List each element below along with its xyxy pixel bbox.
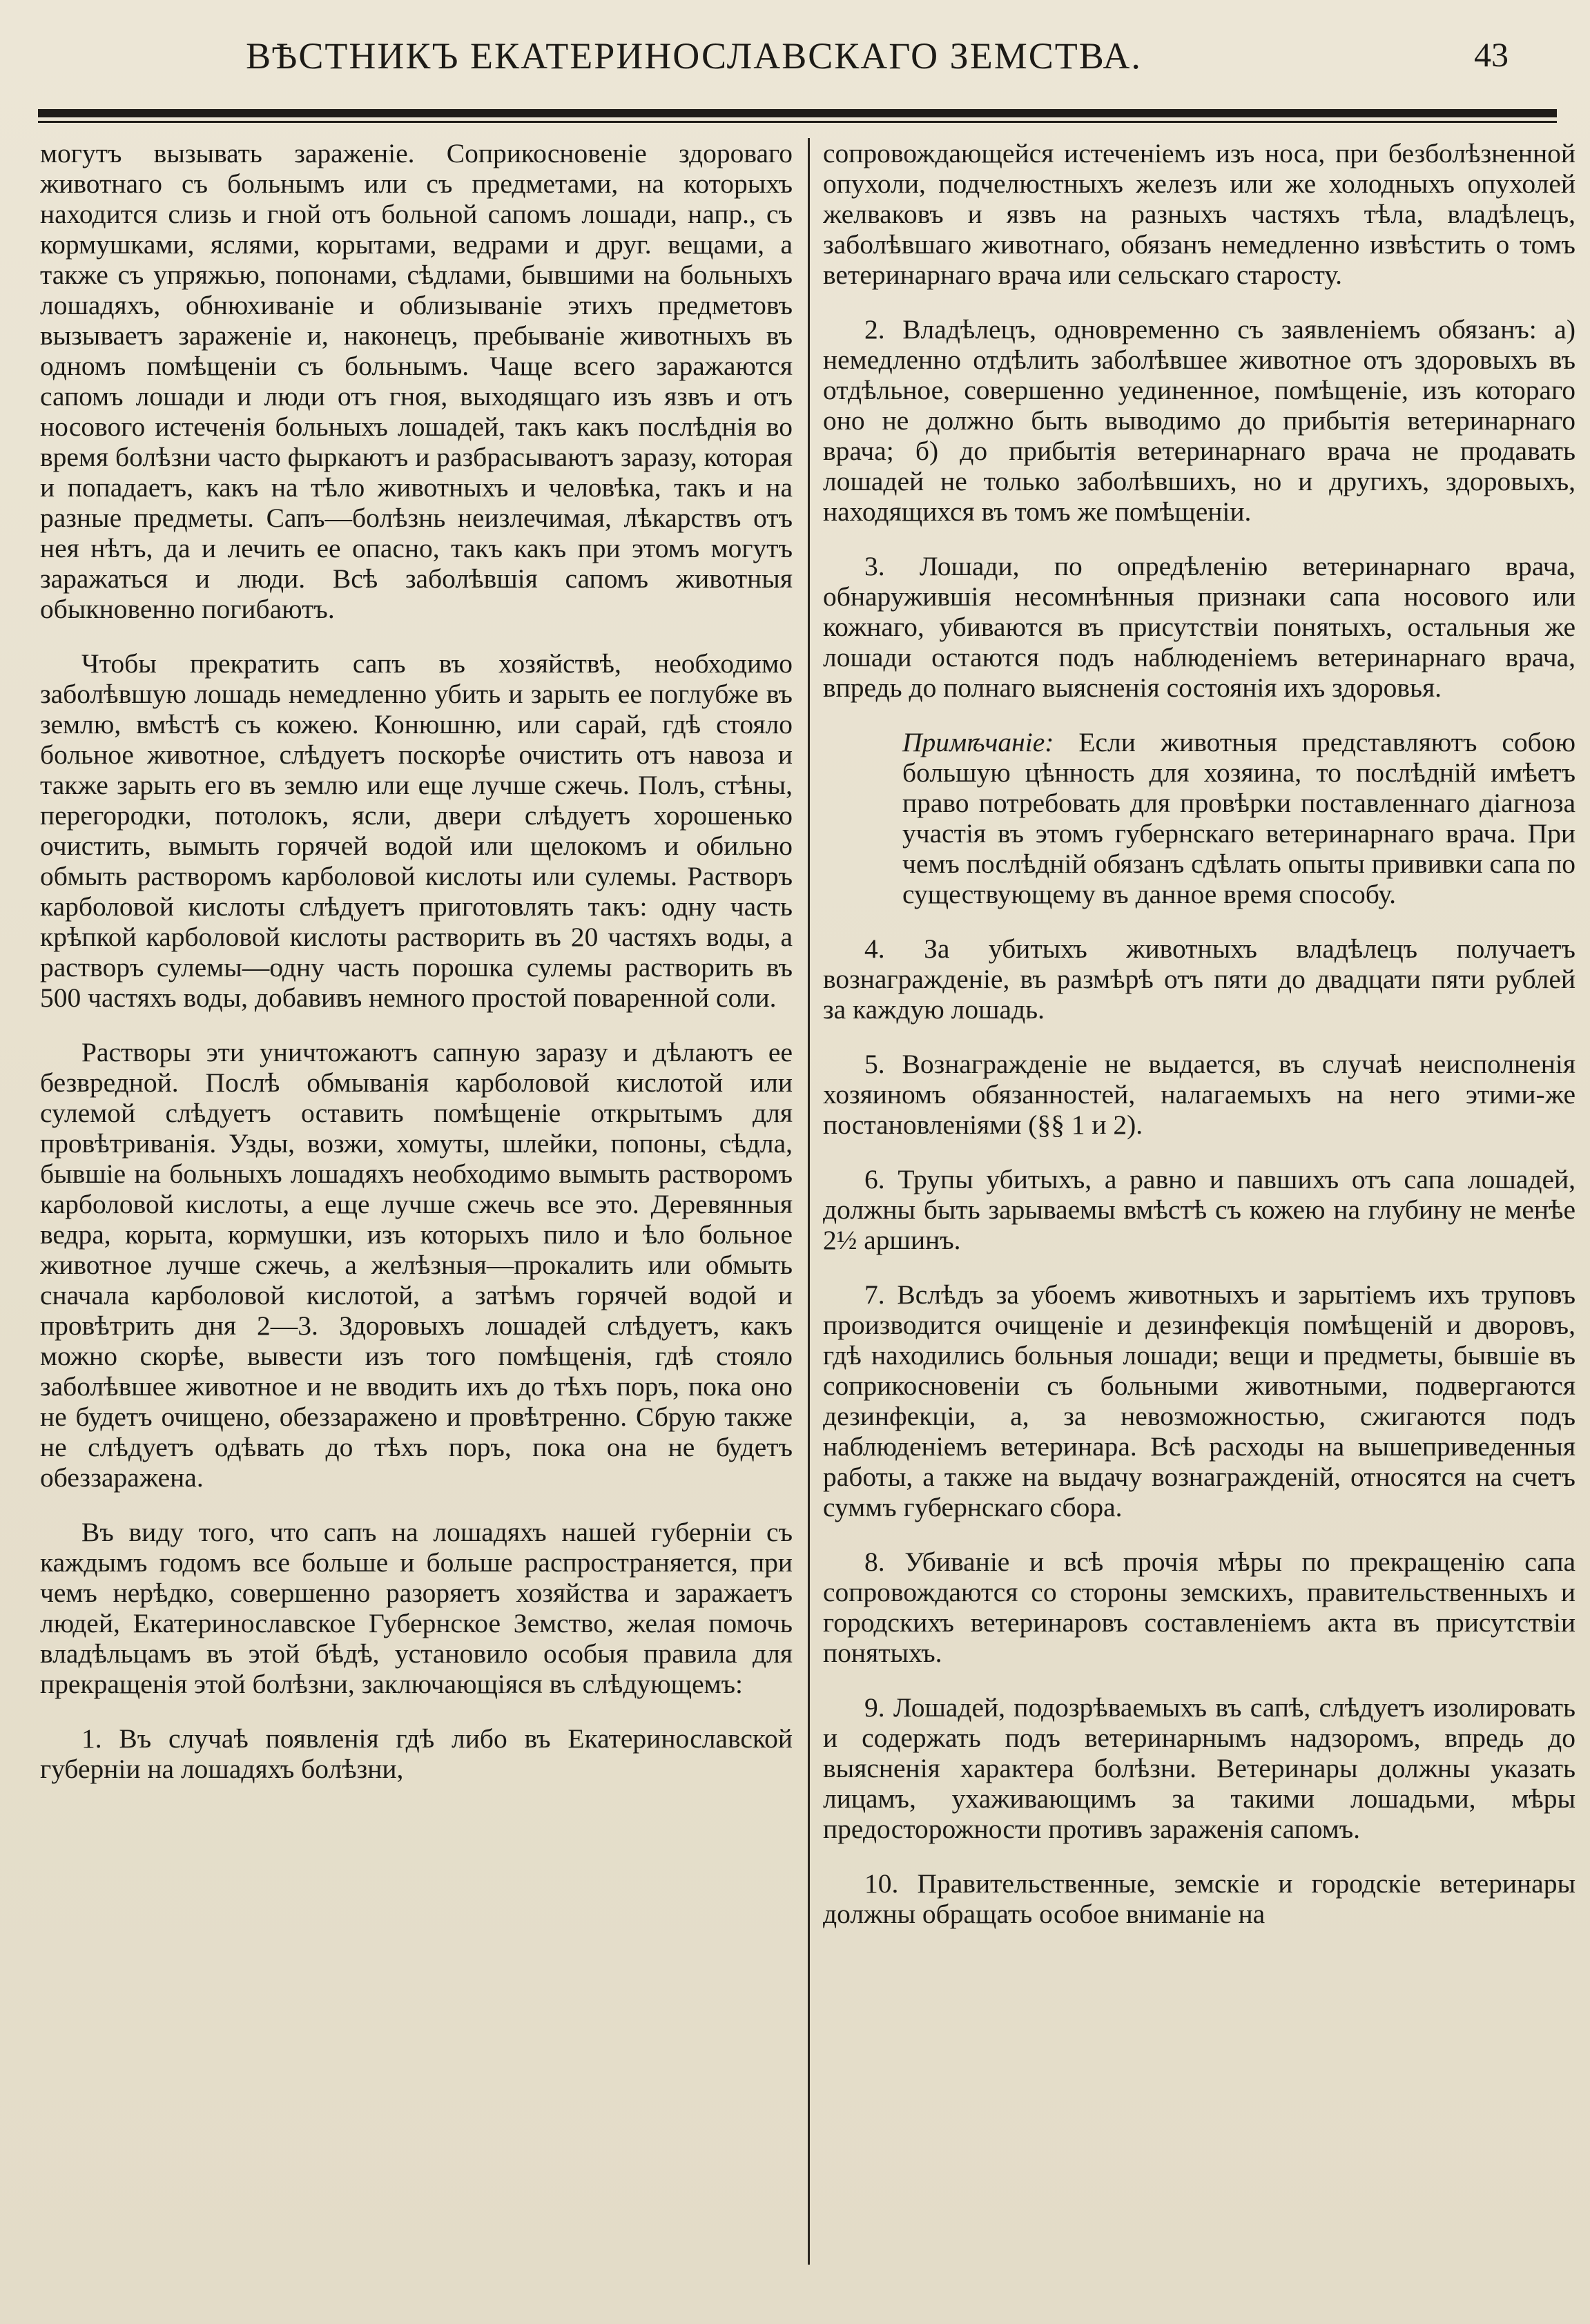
left-column <box>40 138 793 2306</box>
note-text: Если животныя представляютъ собою большую цѣнность для хозяина, то послѣдній имѣетъ право потребовать для провѣрки поставленнаго діагноза участія въ этомъ губернскаго ветеринарнаго врача. При чемъ послѣдній обязанъ сдѣлать опыты прививки сапа по существующему въ данное время способу. <box>902 727 1576 909</box>
paragraph: 7. Вслѣдъ за убоемъ животныхъ и зарытіемъ ихъ труповъ производится очищеніе и дезинфекція помѣщеній и дворовъ, гдѣ находились больныя лошади; вещи и предметы, бывшіе въ соприкосновеніи съ больными животными, подвергаются дезинфекціи, а, за невозможностью, сжигаются подъ наблюденіемъ ветеринара. Всѣ расходы на вышеприведенныя работы, а также на выдачу вознагражденій, относятся на счетъ суммъ губернскаго сбора. <box>823 1279 1576 1522</box>
paragraph: Растворы эти уничтожаютъ сапную заразу и дѣлаютъ ее безвредной. Послѣ обмыванія карболовой кислотой или сулемой слѣдуетъ оставить помѣщеніе открытымъ для провѣтриванія. Узды, возжи, хомуты, шлейки, попоны, сѣдла, бывшіе на больныхъ лошадяхъ необходимо вымыть растворомъ карболовой кислоты, а еще лучше сжечь все это. Деревянныя ведра, корыта, кормушки, изъ которыхъ пило и ѣло больное животное лучше сжечь, а желѣзныя—прокалить или обмыть сначала карболовой кислотой, а затѣмъ горячей водой и провѣтрить дня 2—3. Здоровыхъ лошадей слѣдуетъ, какъ можно скорѣе, вывести изъ того помѣщенія, гдѣ стояло заболѣвшее животное и не вводить ихъ до тѣхъ поръ, пока оно не будетъ очищено, обеззаражено и провѣтренно. Сбрую также не слѣдуетъ одѣвать до тѣхъ поръ, пока она не будетъ обеззаражена. <box>40 1037 793 1493</box>
paragraph: 6. Трупы убитыхъ, а равно и павшихъ отъ сапа лошадей, должны быть зарываемы вмѣстѣ съ кожею на глубину не менѣе 2½ аршинъ. <box>823 1164 1576 1255</box>
paragraph: Въ виду того, что сапъ на лошадяхъ нашей губерніи съ каждымъ годомъ все больше и больше распространяется, при чемъ нерѣдко, совершенно разоряетъ хозяйства и заражаетъ людей, Екатеринославское Губернское Земство, желая помочь владѣльцамъ въ этой бѣдѣ, установило особыя правила для прекращенія этой болѣзни, заключающіяся въ слѣдующемъ: <box>40 1517 793 1699</box>
paragraph: 3. Лошади, по опредѣленію ветеринарнаго врача, обнаружившія несомнѣнныя признаки сапа носового или кожнаго, убиваются въ присутствіи понятыхъ, остальныя же лошади остаются подъ наблюденіемъ ветеринарнаго врача, впредь до полнаго выясненія состоянія ихъ здоровья. <box>823 551 1576 703</box>
paragraph: 9. Лошадей, подозрѣваемыхъ въ сапѣ, слѣдуетъ изолировать и содержать подъ ветеринарнымъ надзоромъ, впредь до выясненія характера болѣзни. Ветеринары должны указать лицамъ, ухаживающимъ за такими лошадьми, мѣры предосторожности противъ зараженія сапомъ. <box>823 1692 1576 1844</box>
paragraph: Чтобы прекратить сапъ въ хозяйствѣ, необходимо заболѣвшую лошадь немедленно убить и зарыть ее поглубже въ землю, вмѣстѣ съ кожею. Конюшню, или сарай, гдѣ стояло больное животное, слѣдуетъ поскорѣе очистить отъ навоза и также зарыть его въ землю или еще лучше сжечь. Полъ, стѣны, перегородки, потолокъ, ясли, двери слѣдуетъ хорошенько очистить, вымыть горячей водой или щелокомъ и обильно обмыть растворомъ карболовой кислоты или сулемы. Растворъ карболовой кислоты слѣдуетъ приготовлять такъ: одну часть крѣпкой карболовой кислоты растворить въ 20 частяхъ воды, а растворъ сулемы—одну часть порошка сулемы растворить въ 500 частяхъ воды, добавивъ немного простой поваренной соли. <box>40 648 793 1013</box>
paragraph: 4. За убитыхъ животныхъ владѣлецъ получаетъ вознагражденіе, въ размѣрѣ отъ пяти до двадцати пяти рублей за каждую лошадь. <box>823 933 1576 1025</box>
paragraph: 8. Убиваніе и всѣ прочія мѣры по прекращенію сапа сопровождаются со стороны земскихъ, правительственныхъ и городскихъ ветеринаровъ составленіемъ акта въ присутствіи понятыхъ. <box>823 1547 1576 1668</box>
paragraph: сопровождающейся истеченіемъ изъ носа, при безболѣзненной опухоли, подчелюстныхъ железъ или же холодныхъ опухолей желваковъ и язвъ на разныхъ частяхъ тѣла, владѣлецъ, заболѣвшаго животнаго, обязанъ немедленно извѣстить о томъ ветеринарнаго врача или сельскаго старосту. <box>823 138 1576 290</box>
paragraph: 2. Владѣлецъ, одновременно съ заявленіемъ обязанъ: а) немедленно отдѣлить заболѣвшее животное отъ здоровыхъ въ отдѣльное, совершенно уединенное, помѣщеніе, изъ котораго оно не должно быть выводимо до прибытія ветеринарнаго врача; б) до прибытія ветеринарнаго врача не продавать лошадей не только заболѣвшихъ, но и другихъ, здоровыхъ, находящихся въ томъ же помѣщеніи. <box>823 314 1576 527</box>
header-rule-thin <box>38 121 1557 123</box>
page-number: 43 <box>1474 35 1509 74</box>
right-column <box>823 138 1576 2306</box>
note-paragraph <box>902 727 1576 909</box>
paragraph: могутъ вызывать зараженіе. Соприкосновеніе здороваго животнаго съ больнымъ или съ предметами, на которыхъ находится слизь и гной отъ больной сапомъ лошади, напр., съ кормушками, яслями, корытами, ведрами и друг. вещами, а также съ упряжью, попонами, сѣдлами, бывшими на больныхъ лошадяхъ, обнюхиваніе и облизываніе этихъ предметовъ вызываетъ зараженіе и, наконецъ, пребываніе животныхъ въ одномъ помѣщеніи съ больнымъ. Чаще всего заражаются сапомъ лошади и люди отъ гноя, выходящаго изъ язвъ и отъ носового истеченія больныхъ лошадей, такъ какъ послѣднія во время болѣзни часто фыркаютъ и разбрасываютъ заразу, которая и попадаетъ, какъ на тѣло животныхъ и человѣка, такъ и на разные предметы. Сапъ—болѣзнь неизлечимая, лѣкарствъ отъ нея нѣтъ, да и лечить ее опасно, такъ какъ при этомъ могутъ заражаться и люди. Всѣ заболѣвшія сапомъ животныя обыкновенно погибаютъ. <box>40 138 793 624</box>
journal-title: ВѢСТНИКЪ ЕКАТЕРИНОСЛАВСКАГО ЗЕМСТВА. <box>246 35 1142 77</box>
note-label: Примѣчаніе: <box>902 727 1054 757</box>
paragraph: 1. Въ случаѣ появленія гдѣ либо въ Екатеринославской губерніи на лошадяхъ болѣзни, <box>40 1723 793 1784</box>
paragraph: 5. Вознагражденіе не выдается, въ случаѣ неисполненія хозяиномъ обязанностей, налагаемыхъ на него этими-же постановленіями (§§ 1 и 2). <box>823 1049 1576 1140</box>
header-rule-thick <box>38 109 1557 117</box>
column-divider <box>808 138 810 2265</box>
page-header <box>38 28 1550 83</box>
paragraph: 10. Правительственные, земскіе и городскіе ветеринары должны обращать особое вниманіе на <box>823 1868 1576 1929</box>
